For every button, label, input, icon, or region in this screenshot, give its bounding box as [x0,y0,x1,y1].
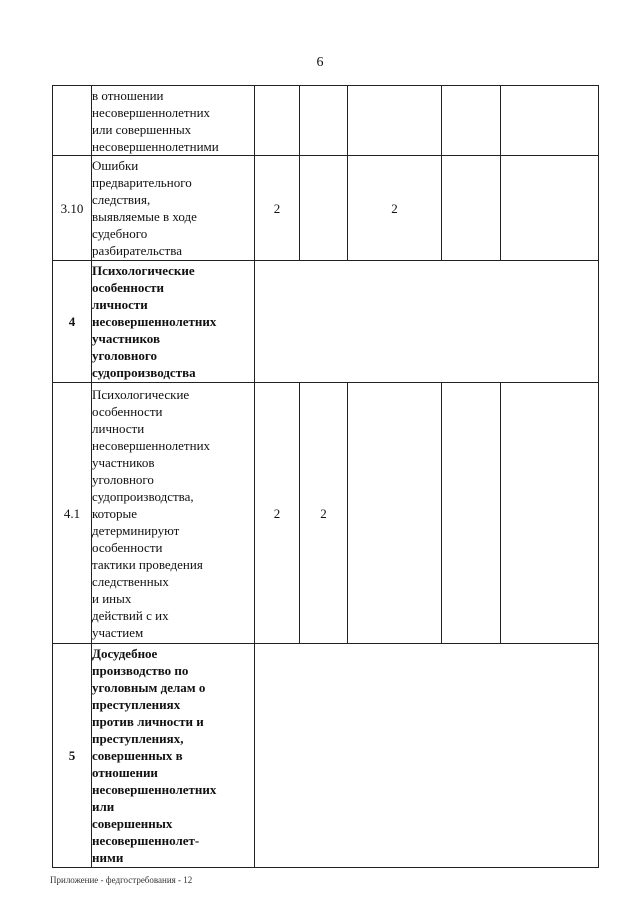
value-cell [300,86,348,156]
section-empty-span [255,261,599,383]
table-row [53,86,599,156]
value-cell: 2 [255,156,300,261]
row-number [53,86,92,156]
section-number: 4 [53,261,92,383]
value-cell [501,86,599,156]
page-footer: Приложение - федгостребования - 12 [50,875,193,885]
section-number: 5 [53,644,92,868]
value-cell [442,156,501,261]
section-row [53,644,599,868]
value-cell [501,383,599,644]
table-row [53,383,599,644]
page-number: 6 [316,55,324,70]
value-cell: 2 [348,156,442,261]
value-cell [348,86,442,156]
value-cell [300,156,348,261]
row-description: Ошибки предварительного следствия, выявляемые в ходе судебного разбирательства [92,156,255,261]
value-cell: 2 [255,383,300,644]
section-row [53,261,599,383]
value-cell [442,383,501,644]
section-empty-span [255,644,599,868]
row-description: в отношении несовершеннолетних или совершенных несовершеннолетними [92,86,255,156]
value-cell [255,86,300,156]
value-cell [348,383,442,644]
value-cell [501,156,599,261]
value-cell [442,86,501,156]
row-description: Психологические особенности личности несовершеннолетних участников уголовного судопроизводства, которые детерминируют особенности тактики проведения следственных и иных действий с их участием [92,383,255,644]
value-cell: 2 [300,383,348,644]
section-title: Досудебное производство по уголовным делам о преступлениях против личности и преступлениях, совершенных в отношении несовершеннолетних или совершенных несовершеннолет- ними [92,644,255,868]
row-number: 3.10 [53,156,92,261]
curriculum-table [52,85,599,868]
table-row [53,156,599,261]
section-title: Психологические особенности личности несовершеннолетних участников уголовного судопроизводства [92,261,255,383]
row-number: 4.1 [53,383,92,644]
